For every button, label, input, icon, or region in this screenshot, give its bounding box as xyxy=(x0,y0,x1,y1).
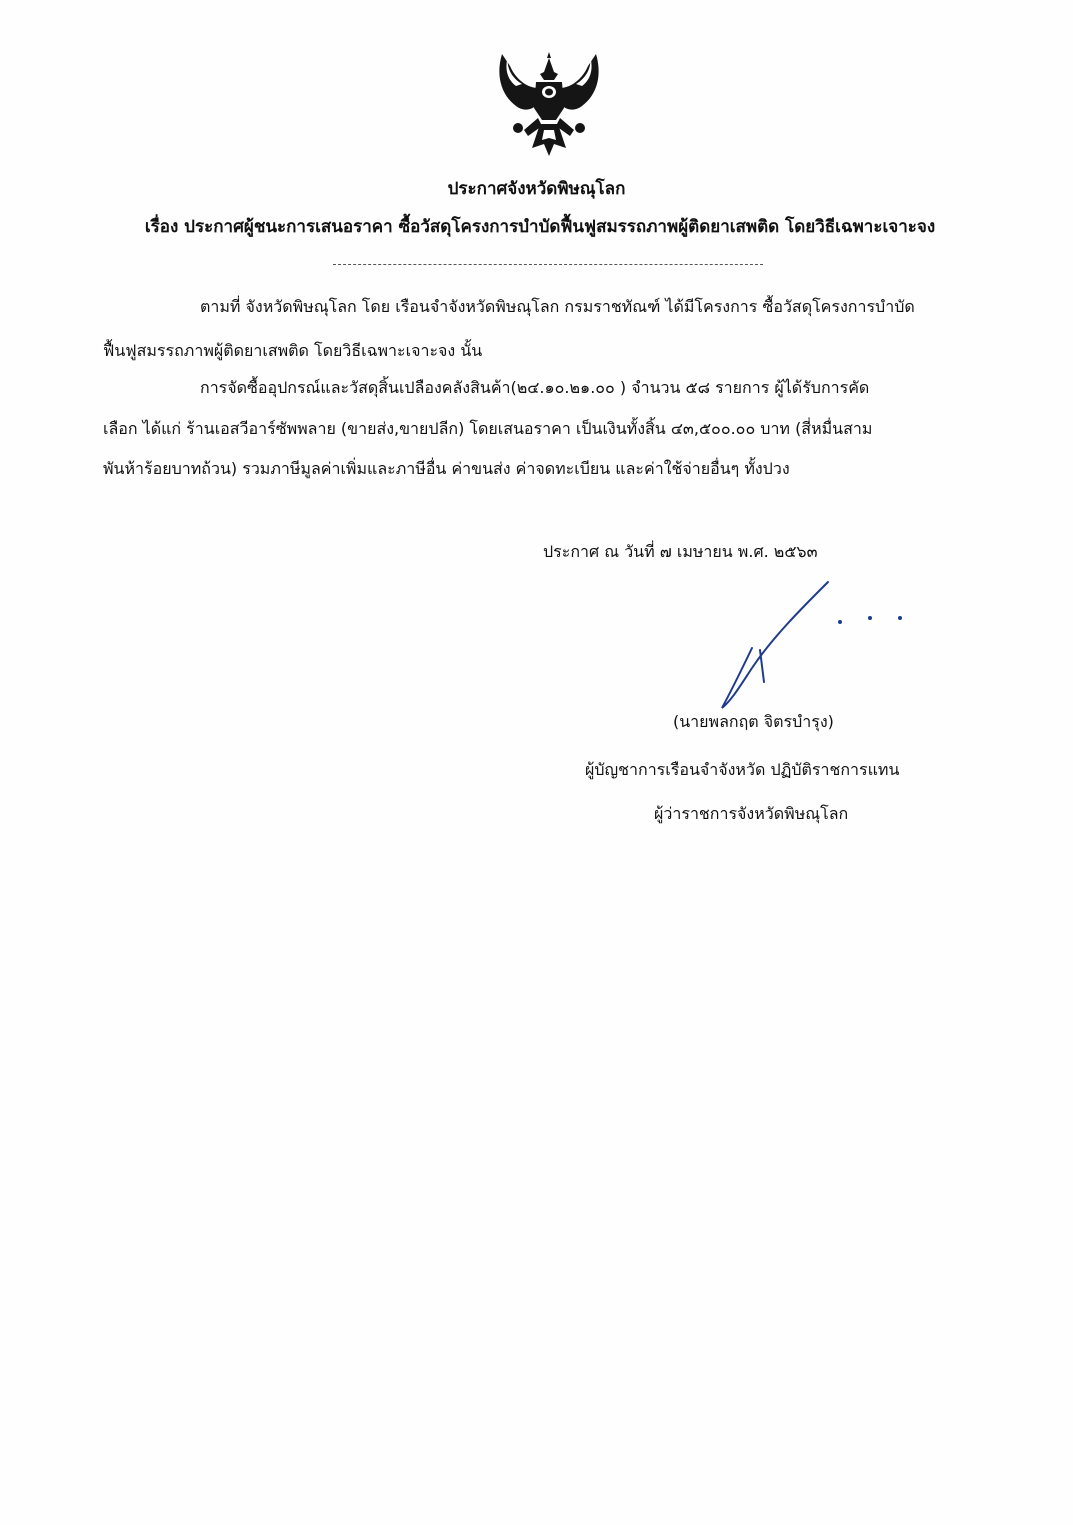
body-paragraph-line: เลือก ได้แก่ ร้านเอสวีอาร์ซัพพลาย (ขายส่ง,ขายปลีก) โดยเสนอราคา เป็นเงินทั้งสิ้น ๔๓,๕๐๐.๐๐ บาท (สี่หมื่นสาม xyxy=(103,419,873,438)
body-paragraph-line: ฟื้นฟูสมรรถภาพผู้ติดยาเสพติด โดยวิธีเฉพาะเจาะจง นั้น xyxy=(103,341,483,360)
document-title: ประกาศจังหวัดพิษณุโลก xyxy=(447,179,626,199)
signatory-title: ผู้บัญชาการเรือนจำจังหวัด ปฏิบัติราชการแทน xyxy=(585,760,900,779)
garuda-emblem-icon xyxy=(494,44,604,162)
document-subject: เรื่อง ประกาศผู้ชนะการเสนอราคา ซื้อวัสดุโครงการบำบัดฟื้นฟูสมรรถภาพผู้ติดยาเสพติด โดยวิธีเฉพาะเจาะจง xyxy=(144,217,936,237)
announcement-date: ประกาศ ณ วันที่ ๗ เมษายน พ.ศ. ๒๕๖๓ xyxy=(543,542,818,561)
body-paragraph-line: พันห้าร้อยบาทถ้วน) รวมภาษีมูลค่าเพิ่มและภาษีอื่น ค่าขนส่ง ค่าจดทะเบียน และค่าใช้จ่ายอื่นๆ ทั้งปวง xyxy=(103,459,790,478)
body-paragraph-line: การจัดซื้ออุปกรณ์และวัสดุสิ้นเปลืองคลังสินค้า(๒๔.๑๐.๒๑.๐๐ ) จำนวน ๕๘ รายการ ผู้ได้รับการคัด xyxy=(200,378,870,397)
handwritten-signature xyxy=(712,578,922,718)
signatory-name: (นายพลกฤต จิตรบำรุง) xyxy=(673,712,834,731)
signatory-title-acting: ผู้ว่าราชการจังหวัดพิษณุโลก xyxy=(654,804,849,823)
separator-line xyxy=(333,264,763,265)
body-paragraph-line: ตามที่ จังหวัดพิษณุโลก โดย เรือนจำจังหวัดพิษณุโลก กรมราชทัณฑ์ ได้มีโครงการ ซื้อวัสดุโครงการบำบัด xyxy=(200,297,915,316)
